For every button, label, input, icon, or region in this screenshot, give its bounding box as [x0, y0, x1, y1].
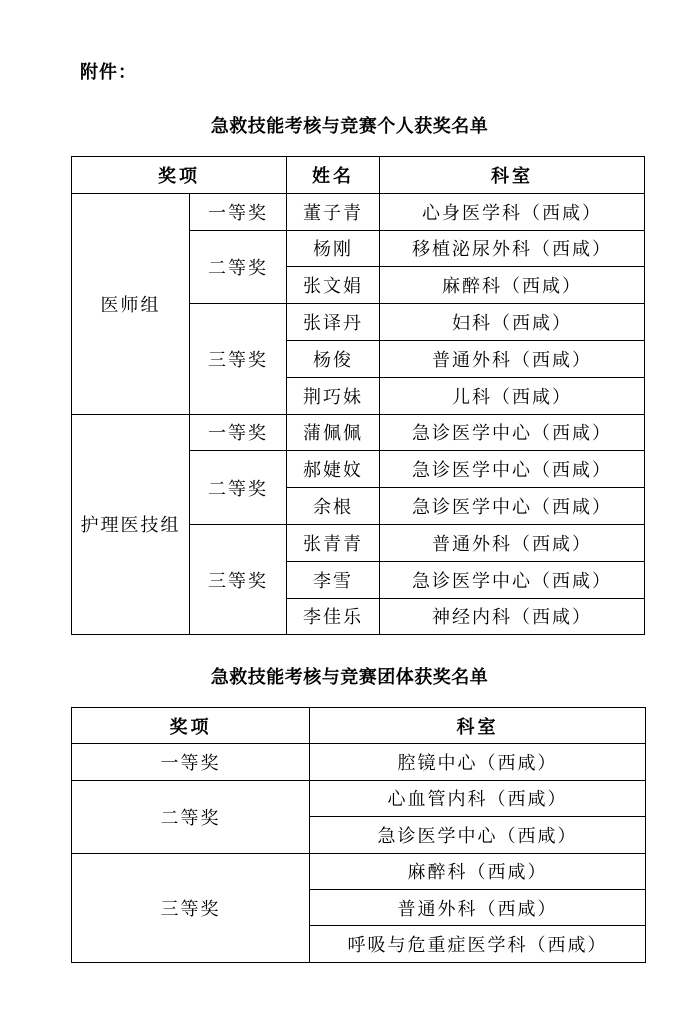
group-cell: 护理医技组 [72, 414, 190, 635]
award-level-cell: 二等奖 [190, 451, 287, 525]
header-award: 奖项 [72, 157, 287, 194]
winner-name-cell: 蒲佩佩 [287, 414, 380, 451]
winner-name-cell: 杨俊 [287, 340, 380, 377]
table-row [72, 780, 646, 816]
table-row [72, 193, 645, 230]
winner-name-cell: 余根 [287, 488, 380, 525]
award-level-cell: 二等奖 [190, 230, 287, 304]
winner-name-cell: 李雪 [287, 561, 380, 598]
header-award: 奖项 [72, 708, 310, 744]
table-header-row [72, 157, 645, 194]
individual-awards-body [72, 157, 645, 635]
group-cell: 医师组 [72, 193, 190, 414]
winner-dept-cell: 神经内科（西咸） [380, 598, 645, 635]
team-awards-title: 急救技能考核与竞赛团体获奖名单 [210, 667, 489, 688]
team-awards-body [72, 708, 646, 963]
award-level-cell: 三等奖 [190, 304, 287, 414]
winner-dept-cell: 儿科（西咸） [380, 377, 645, 414]
winner-name-cell: 杨刚 [287, 230, 380, 267]
team-dept-cell: 心血管内科（西咸） [310, 780, 646, 816]
table-row [72, 744, 646, 780]
winner-name-cell: 郝婕妏 [287, 451, 380, 488]
winner-dept-cell: 急诊医学中心（西咸） [380, 488, 645, 525]
winner-dept-cell: 急诊医学中心（西咸） [380, 561, 645, 598]
team-dept-cell: 腔镜中心（西咸） [310, 744, 646, 780]
winner-dept-cell: 麻醉科（西咸） [380, 267, 645, 304]
team-dept-cell: 麻醉科（西咸） [310, 853, 646, 889]
team-awards-table [71, 707, 646, 963]
award-level-cell: 三等奖 [190, 524, 287, 634]
winner-dept-cell: 普通外科（西咸） [380, 340, 645, 377]
team-dept-cell: 急诊医学中心（西咸） [310, 817, 646, 853]
individual-awards-title: 急救技能考核与竞赛个人获奖名单 [210, 116, 489, 137]
winner-dept-cell: 妇科（西咸） [380, 304, 645, 341]
winner-dept-cell: 移植泌尿外科（西咸） [380, 230, 645, 267]
award-level-cell: 二等奖 [72, 780, 310, 853]
table-header-row [72, 708, 646, 744]
winner-name-cell: 李佳乐 [287, 598, 380, 635]
award-level-cell: 一等奖 [190, 414, 287, 451]
award-level-cell: 一等奖 [72, 744, 310, 780]
winner-name-cell: 董子青 [287, 193, 380, 230]
award-level-cell: 一等奖 [190, 193, 287, 230]
table-row [72, 414, 645, 451]
table-row [72, 853, 646, 889]
winner-name-cell: 荆巧妹 [287, 377, 380, 414]
winner-dept-cell: 普通外科（西咸） [380, 524, 645, 561]
award-level-cell: 三等奖 [72, 853, 310, 962]
header-dept: 科室 [310, 708, 646, 744]
winner-dept-cell: 心身医学科（西咸） [380, 193, 645, 230]
team-dept-cell: 呼吸与危重症医学科（西咸） [310, 926, 646, 962]
header-dept: 科室 [380, 157, 645, 194]
individual-awards-table [71, 156, 645, 635]
winner-dept-cell: 急诊医学中心（西咸） [380, 451, 645, 488]
team-dept-cell: 普通外科（西咸） [310, 889, 646, 925]
header-name: 姓名 [287, 157, 380, 194]
winner-name-cell: 张青青 [287, 524, 380, 561]
winner-name-cell: 张文娟 [287, 267, 380, 304]
winner-dept-cell: 急诊医学中心（西咸） [380, 414, 645, 451]
attachment-label: 附件： [80, 62, 137, 83]
winner-name-cell: 张译丹 [287, 304, 380, 341]
